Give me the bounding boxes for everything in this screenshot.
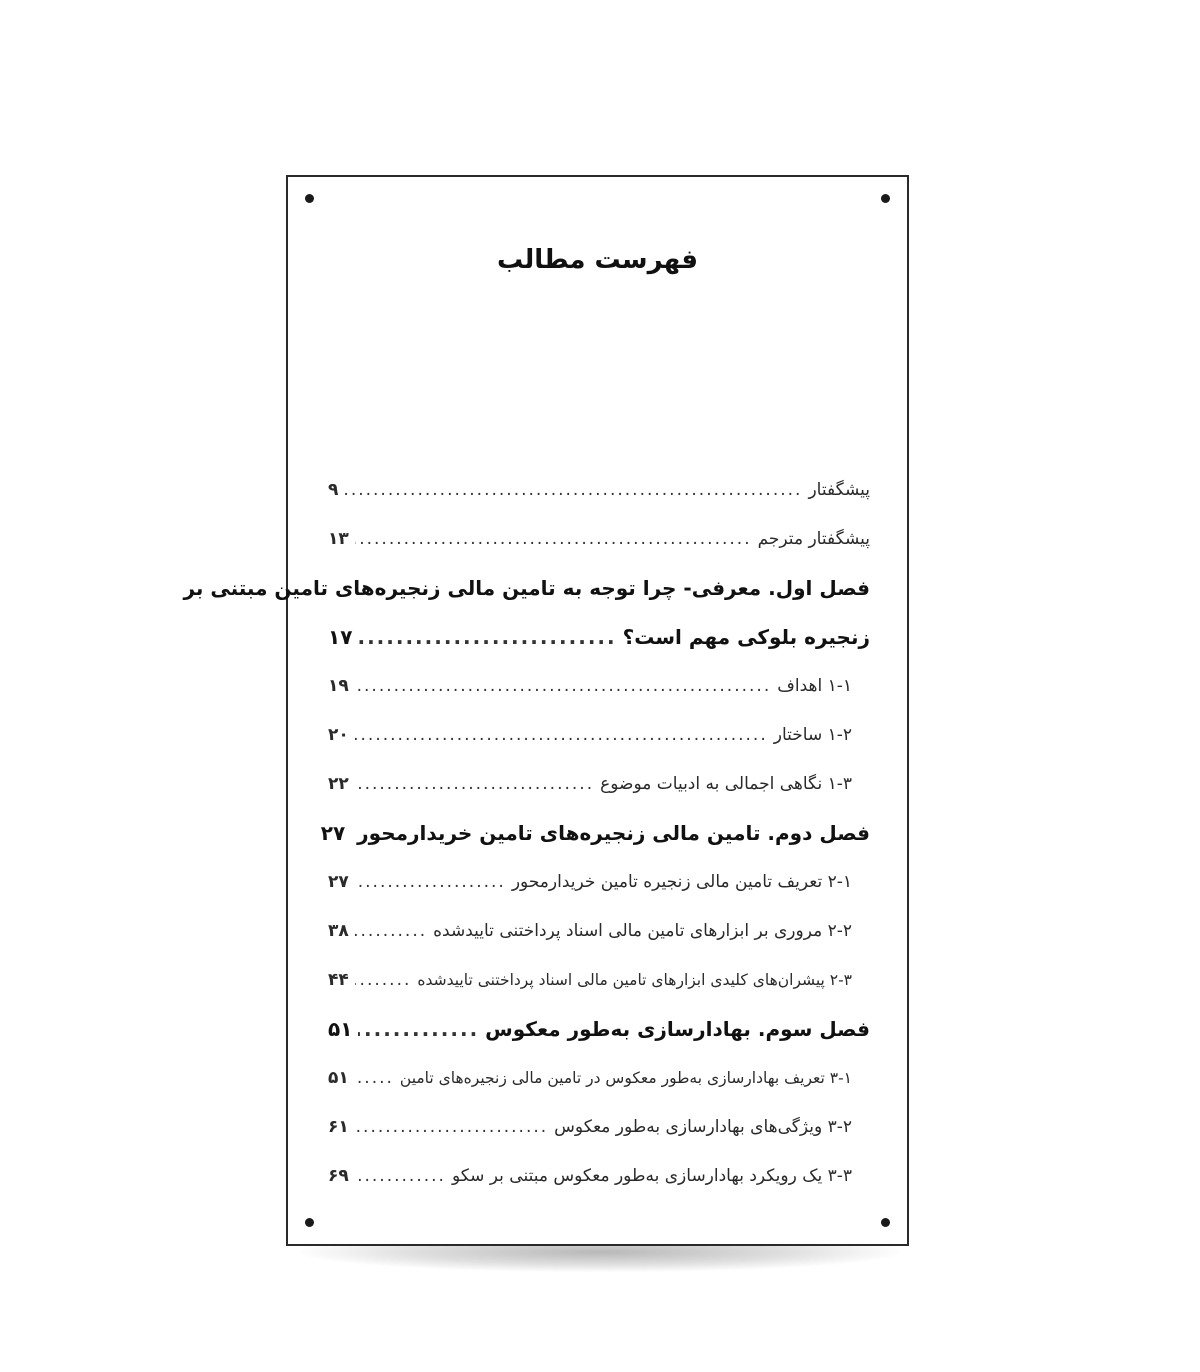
leader-dots xyxy=(355,662,771,711)
toc-entry xyxy=(328,1054,870,1103)
toc-entry xyxy=(328,515,870,564)
corner-dot xyxy=(881,1218,890,1227)
toc-entry-label: ۱-۲ ساختار xyxy=(773,725,852,745)
toc-entry-page: ۲۷ xyxy=(320,821,346,845)
toc-entry-label: ۳-۲ ویژگی‌های بهادارسازی به‌طور معکوس xyxy=(554,1117,852,1137)
toc-entry-page: ۵۱ xyxy=(328,1017,353,1041)
toc-entry xyxy=(328,907,870,956)
toc-entry xyxy=(328,760,870,809)
toc-entry-page: ۱۹ xyxy=(328,676,349,696)
toc-entry-label: ۲-۲ مروری بر ابزارهای تامین مالی اسناد پرداختنی تاییدشده xyxy=(433,921,852,941)
toc-entry-page: ۶۹ xyxy=(328,1166,349,1186)
toc-entry xyxy=(328,1103,870,1152)
toc-entry xyxy=(328,1152,870,1201)
toc-chapter-entry xyxy=(328,1005,870,1054)
leader-dots xyxy=(355,515,752,564)
page-title: فهرست مطالب xyxy=(497,245,698,275)
toc-entry-label: فصل سوم. بهادارسازی به‌طور معکوس xyxy=(485,1017,870,1041)
toc-entry-label: فصل دوم. تامین مالی زنجیره‌های تامین خریدارمحور xyxy=(357,821,870,845)
toc-entry xyxy=(328,956,870,1005)
table-of-contents xyxy=(183,466,870,1201)
toc-entry-label: پیشگفتار مترجم xyxy=(757,529,870,549)
toc-entry-page: ۹ xyxy=(328,480,339,500)
toc-entry-label: ۳-۳ یک رویکرد بهادارسازی به‌طور معکوس مبتنی بر سکو xyxy=(451,1166,852,1186)
leader-dots xyxy=(344,466,802,515)
toc-entry-label: ۱-۳ نگاهی اجمالی به ادبیات موضوع xyxy=(600,774,852,794)
corner-dot xyxy=(305,194,314,203)
toc-chapter-entry xyxy=(320,809,870,858)
toc-entry-page: ۱۷ xyxy=(328,625,353,649)
toc-entry-page: ۳۸ xyxy=(328,921,349,941)
leader-dots xyxy=(358,613,616,662)
toc-entry xyxy=(328,662,870,711)
toc-entry xyxy=(328,858,870,907)
leader-dots xyxy=(355,711,768,760)
toc-entry-label: پیشگفتار xyxy=(808,480,870,500)
toc-entry-label: ۲-۱ تعریف تامین مالی زنجیره تامین خریدارمحور xyxy=(511,872,852,892)
toc-entry-page: ۴۴ xyxy=(328,970,349,990)
toc-entry-label: ۲-۳ پیشران‌های کلیدی ابزارهای تامین مالی اسناد پرداختنی تاییدشده xyxy=(417,971,852,989)
toc-entry-page: ۶۱ xyxy=(328,1117,349,1137)
chapter-heading-line1: فصل اول. معرفی- چرا توجه به تامین مالی زنجیره‌های تامین مبتنی بر xyxy=(183,576,870,600)
toc-entry-page: ۲۷ xyxy=(328,872,349,892)
leader-dots xyxy=(358,1005,479,1054)
toc-entry-page: ۲۰ xyxy=(328,725,349,745)
leader-dots xyxy=(355,956,412,1005)
leader-dots xyxy=(355,1054,394,1103)
chapter-heading-line2: زنجیره بلوکی مهم است؟ xyxy=(622,625,870,649)
toc-entry-page: ۱۳ xyxy=(328,529,349,549)
toc-entry xyxy=(328,711,870,760)
corner-dot xyxy=(881,194,890,203)
toc-entry xyxy=(328,466,870,515)
leader-dots xyxy=(355,1103,548,1152)
toc-entry-page: ۲۲ xyxy=(328,774,349,794)
toc-entry-label: ۳-۱ تعریف بهادارسازی به‌طور معکوس در تامین مالی زنجیره‌های تامین xyxy=(399,1069,852,1087)
toc-entry-label: ۱-۱ اهداف xyxy=(777,676,852,696)
toc-entry-page: ۵۱ xyxy=(328,1068,349,1088)
leader-dots xyxy=(355,858,506,907)
leader-dots xyxy=(355,1152,446,1201)
toc-chapter-entry xyxy=(328,613,870,662)
leader-dots xyxy=(355,760,594,809)
leader-dots xyxy=(355,907,427,956)
book-page xyxy=(183,175,909,1246)
corner-dot xyxy=(305,1218,314,1227)
